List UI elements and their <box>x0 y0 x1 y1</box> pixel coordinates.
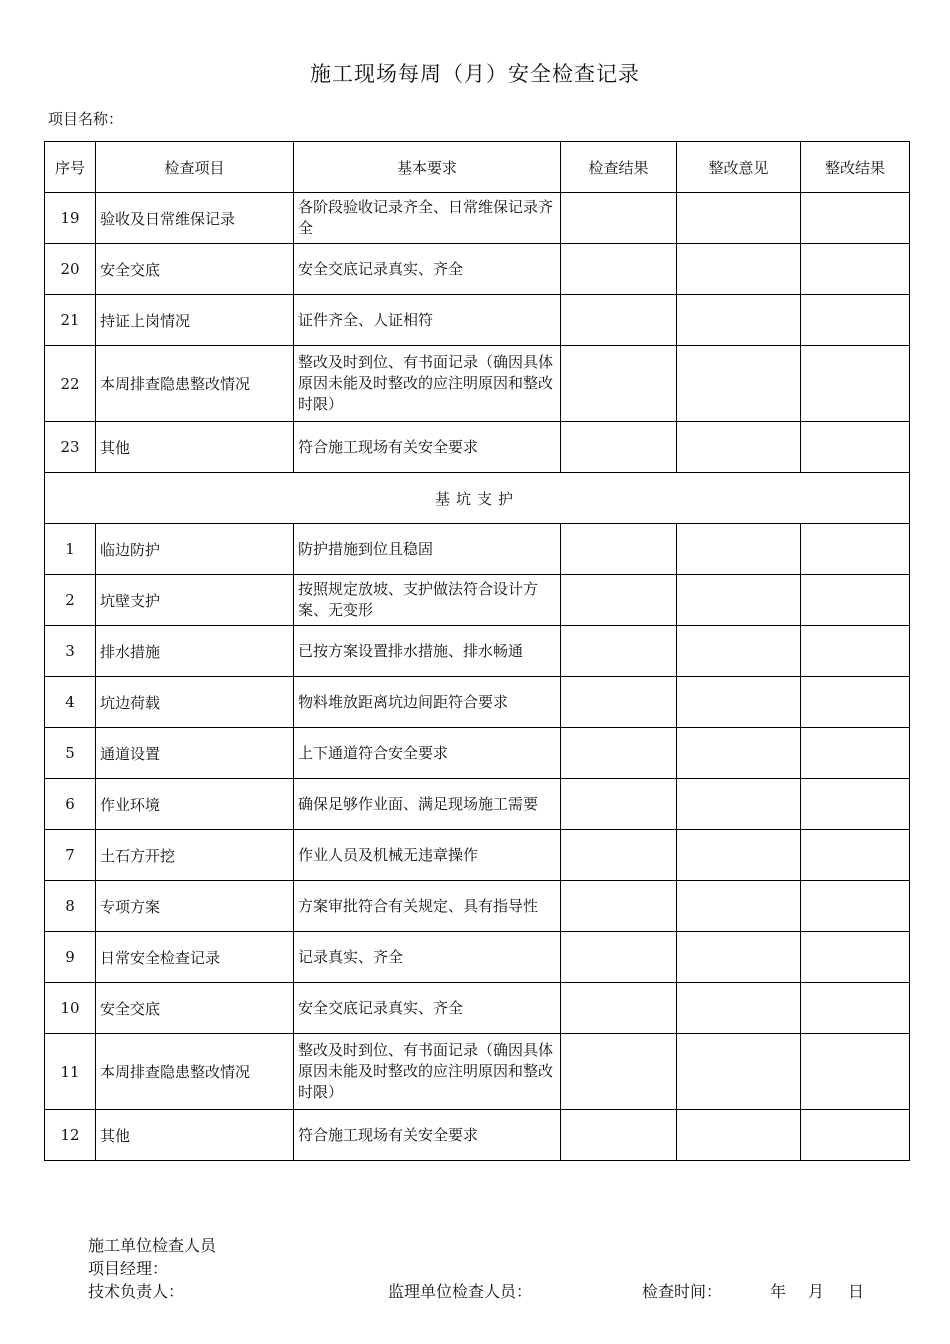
row-item: 持证上岗情况 <box>96 295 294 346</box>
result-cell[interactable] <box>561 295 677 346</box>
opinion-cell[interactable] <box>677 1110 801 1161</box>
opinion-cell[interactable] <box>677 932 801 983</box>
rectification-cell[interactable] <box>801 983 910 1034</box>
opinion-cell[interactable] <box>677 1034 801 1110</box>
rectification-cell[interactable] <box>801 677 910 728</box>
tech-lead-label: 技术负责人： <box>88 1282 185 1301</box>
row-item: 作业环境 <box>96 779 294 830</box>
row-item: 坑边荷载 <box>96 677 294 728</box>
table-row <box>45 881 910 932</box>
row-no: 20 <box>45 244 96 295</box>
table-row <box>45 575 910 626</box>
rectification-cell[interactable] <box>801 193 910 244</box>
opinion-cell[interactable] <box>677 779 801 830</box>
project-manager-label: 项目经理： <box>88 1259 169 1278</box>
row-item: 安全交底 <box>96 244 294 295</box>
section-title: 基坑支护 <box>45 473 910 524</box>
row-no: 10 <box>45 983 96 1034</box>
table-row <box>45 524 910 575</box>
rectification-cell[interactable] <box>801 346 910 422</box>
result-cell[interactable] <box>561 193 677 244</box>
opinion-cell[interactable] <box>677 244 801 295</box>
row-item: 坑壁支护 <box>96 575 294 626</box>
rectification-cell[interactable] <box>801 1110 910 1161</box>
result-cell[interactable] <box>561 1034 677 1110</box>
month-label: 月 <box>808 1282 825 1301</box>
row-no: 9 <box>45 932 96 983</box>
result-cell[interactable] <box>561 983 677 1034</box>
construction-inspectors-label: 施工单位检查人员 <box>88 1236 217 1255</box>
row-no: 12 <box>45 1110 96 1161</box>
result-cell[interactable] <box>561 626 677 677</box>
opinion-cell[interactable] <box>677 728 801 779</box>
row-item: 排水措施 <box>96 626 294 677</box>
opinion-cell[interactable] <box>677 983 801 1034</box>
table-row <box>45 1034 910 1110</box>
result-cell[interactable] <box>561 244 677 295</box>
row-item: 专项方案 <box>96 881 294 932</box>
table-row <box>45 193 910 244</box>
row-no: 4 <box>45 677 96 728</box>
rectification-cell[interactable] <box>801 932 910 983</box>
row-item: 日常安全检查记录 <box>96 932 294 983</box>
row-no: 5 <box>45 728 96 779</box>
row-item: 其他 <box>96 1110 294 1161</box>
row-requirement: 各阶段验收记录齐全、日常维保记录齐全 <box>294 193 561 244</box>
rectification-cell[interactable] <box>801 295 910 346</box>
rectification-cell[interactable] <box>801 524 910 575</box>
row-requirement: 物料堆放距离坑边间距符合要求 <box>294 677 561 728</box>
row-requirement: 防护措施到位且稳固 <box>294 524 561 575</box>
row-requirement: 安全交底记录真实、齐全 <box>294 244 561 295</box>
row-no: 21 <box>45 295 96 346</box>
rectification-cell[interactable] <box>801 422 910 473</box>
header-result: 检查结果 <box>561 142 677 193</box>
result-cell[interactable] <box>561 1110 677 1161</box>
project-name-label: 项目名称： <box>48 110 124 128</box>
header-item: 检查项目 <box>96 142 294 193</box>
opinion-cell[interactable] <box>677 881 801 932</box>
header-requirement: 基本要求 <box>294 142 561 193</box>
table-row <box>45 422 910 473</box>
row-no: 1 <box>45 524 96 575</box>
rectification-cell[interactable] <box>801 830 910 881</box>
row-item: 本周排查隐患整改情况 <box>96 346 294 422</box>
row-requirement: 符合施工现场有关安全要求 <box>294 422 561 473</box>
rectification-cell[interactable] <box>801 1034 910 1110</box>
table-row <box>45 244 910 295</box>
row-item: 安全交底 <box>96 983 294 1034</box>
day-label: 日 <box>848 1282 865 1301</box>
opinion-cell[interactable] <box>677 193 801 244</box>
result-cell[interactable] <box>561 422 677 473</box>
table-row <box>45 779 910 830</box>
row-requirement: 按照规定放坡、支护做法符合设计方案、无变形 <box>294 575 561 626</box>
result-cell[interactable] <box>561 524 677 575</box>
result-cell[interactable] <box>561 346 677 422</box>
row-requirement: 已按方案设置排水措施、排水畅通 <box>294 626 561 677</box>
row-no: 19 <box>45 193 96 244</box>
section-row <box>45 473 910 524</box>
row-requirement: 符合施工现场有关安全要求 <box>294 1110 561 1161</box>
table-row <box>45 932 910 983</box>
row-requirement: 记录真实、齐全 <box>294 932 561 983</box>
table-row <box>45 983 910 1034</box>
opinion-cell[interactable] <box>677 524 801 575</box>
row-requirement: 作业人员及机械无违章操作 <box>294 830 561 881</box>
row-no: 3 <box>45 626 96 677</box>
table-row <box>45 295 910 346</box>
row-requirement: 确保足够作业面、满足现场施工需要 <box>294 779 561 830</box>
opinion-cell[interactable] <box>677 677 801 728</box>
row-requirement: 整改及时到位、有书面记录（确因具体原因未能及时整改的应注明原因和整改时限） <box>294 1034 561 1110</box>
rectification-cell[interactable] <box>801 244 910 295</box>
header-opinion: 整改意见 <box>677 142 801 193</box>
row-item: 验收及日常维保记录 <box>96 193 294 244</box>
result-cell[interactable] <box>561 932 677 983</box>
header-no: 序号 <box>45 142 96 193</box>
opinion-cell[interactable] <box>677 626 801 677</box>
result-cell[interactable] <box>561 779 677 830</box>
table-row <box>45 626 910 677</box>
opinion-cell[interactable] <box>677 575 801 626</box>
table-row <box>45 830 910 881</box>
inspection-table <box>44 141 910 1161</box>
table-row <box>45 1110 910 1161</box>
row-requirement: 整改及时到位、有书面记录（确因具体原因未能及时整改的应注明原因和整改时限） <box>294 346 561 422</box>
opinion-cell[interactable] <box>677 346 801 422</box>
row-item: 其他 <box>96 422 294 473</box>
result-cell[interactable] <box>561 575 677 626</box>
row-item: 临边防护 <box>96 524 294 575</box>
opinion-cell[interactable] <box>677 295 801 346</box>
table-row <box>45 346 910 422</box>
result-cell[interactable] <box>561 728 677 779</box>
row-requirement: 上下通道符合安全要求 <box>294 728 561 779</box>
result-cell[interactable] <box>561 881 677 932</box>
row-no: 6 <box>45 779 96 830</box>
row-no: 22 <box>45 346 96 422</box>
rectification-cell[interactable] <box>801 881 910 932</box>
row-item: 土石方开挖 <box>96 830 294 881</box>
row-no: 7 <box>45 830 96 881</box>
row-no: 8 <box>45 881 96 932</box>
row-item: 本周排查隐患整改情况 <box>96 1034 294 1110</box>
table-row <box>45 677 910 728</box>
supervision-inspectors-label: 监理单位检查人员： <box>388 1282 533 1301</box>
header-rectification: 整改结果 <box>801 142 910 193</box>
rectification-cell[interactable] <box>801 779 910 830</box>
opinion-cell[interactable] <box>677 830 801 881</box>
row-requirement: 方案审批符合有关规定、具有指导性 <box>294 881 561 932</box>
year-label: 年 <box>770 1282 787 1301</box>
page-title: 施工现场每周（月）安全检查记录 <box>310 62 640 86</box>
opinion-cell[interactable] <box>677 422 801 473</box>
row-no: 2 <box>45 575 96 626</box>
rectification-cell[interactable] <box>801 626 910 677</box>
table-row <box>45 728 910 779</box>
row-requirement: 证件齐全、人证相符 <box>294 295 561 346</box>
row-no: 11 <box>45 1034 96 1110</box>
row-requirement: 安全交底记录真实、齐全 <box>294 983 561 1034</box>
result-cell[interactable] <box>561 677 677 728</box>
rectification-cell[interactable] <box>801 728 910 779</box>
result-cell[interactable] <box>561 830 677 881</box>
rectification-cell[interactable] <box>801 575 910 626</box>
header-row <box>45 142 910 193</box>
row-item: 通道设置 <box>96 728 294 779</box>
inspection-time-label: 检查时间： <box>642 1282 723 1301</box>
row-no: 23 <box>45 422 96 473</box>
